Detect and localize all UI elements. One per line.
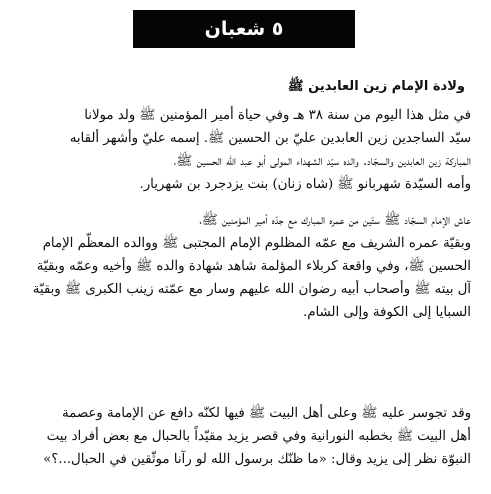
page-title: ٥ شعبان [133, 10, 355, 48]
paragraph-line: النبوّة نظر إلى يزيد وقال: «ما ظنّك برسول الله لو رآنا موثّقين في الحبال...؟» [43, 452, 471, 467]
paragraph-line: عاش الإمام السجّاد ﷺ ستّين من عمره المبارك مع جدّه أمير المؤمنين ﷺ، [199, 213, 471, 228]
paragraph-birth [20, 104, 471, 196]
paragraph-line: السبايا إلى الكوفة وإلى الشام. [303, 305, 471, 320]
paragraph-line: وأمه السيّدة شهربانو ﷺ (شاه زنان) بنت يزدجرد بن شهريار. [139, 177, 471, 192]
paragraph-line: في مثل هذا اليوم من سنة ٣٨ هـ وفي حياة أمير المؤمنين ﷺ ولد مولانا [84, 108, 471, 123]
paragraph-line: الحسين ﷺ، وفي واقعة كربلاء المؤلمة شاهد شهادة والده ﷺ وأخيه وعمّه وبقيّة [36, 259, 471, 274]
paragraph-line: آل بيته ﷺ وأصحاب أبيه رضوان الله عليهم وسار مع عمّته زينب الكبرى ﷺ وبقيّة [32, 282, 471, 297]
paragraph-line: سيّد الساجدين زين العابدين عليّ بن الحسين ﷺ. إسمه عليّ وأشهر ألقابه [69, 131, 471, 146]
section-heading: ولادة الإمام زين العابدين ﷺ [287, 79, 465, 94]
paragraph-line: وقد تجوسر عليه ﷺ وعلى أهل البيت ﷺ فيها لكنّه دافع عن الإمامة وعصمة [62, 406, 471, 421]
paragraph-line: وبقيّة عمره الشريف مع عمّه المظلوم الإمام المجتبى ﷺ ووالده المعظّم الإمام [42, 236, 471, 251]
paragraph-imamate [20, 402, 471, 471]
paragraph-line: المباركة زين العابدين والسجّاد. والده سيّد الشهداء المولى أبو عبد الله الحسين ﷺ، [173, 154, 471, 169]
paragraph-life [20, 209, 471, 324]
paragraph-line: أهل البيت ﷺ بخطبه النورانية وفي قصر يزيد مقيّداً بالحبال مع بعض أفراد بيت [46, 429, 471, 444]
